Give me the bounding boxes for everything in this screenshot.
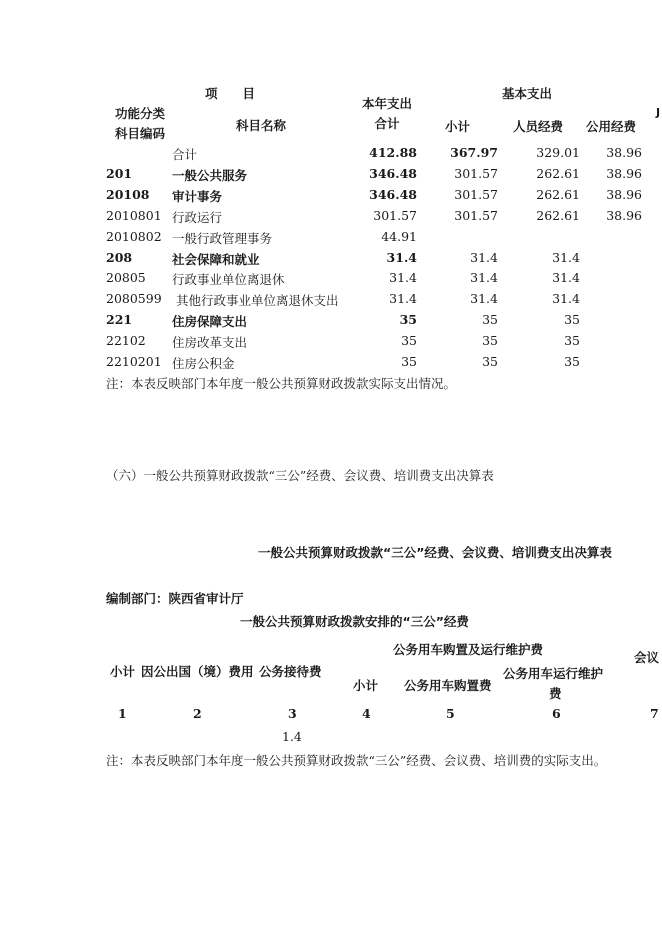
table2-title: 一般公共预算财政拨款“三公”经费、会议费、培训费支出决算表 xyxy=(258,545,612,560)
cell-personnel: 31.4 xyxy=(552,291,580,307)
cell-personnel: 262.61 xyxy=(536,186,580,202)
col-number-3: 3 xyxy=(288,706,297,721)
cell-subtotal: 31.4 xyxy=(470,249,498,265)
cell-total: 35 xyxy=(399,312,417,328)
department-label: 编制部门：陕西省审计厅 xyxy=(106,591,244,606)
cell-personnel: 35 xyxy=(564,312,580,328)
header-personnel: 人员经费 xyxy=(513,119,564,134)
meeting-header: 会议 xyxy=(634,650,660,665)
cell-code: 20108 xyxy=(106,186,150,202)
cell-subtotal: 35 xyxy=(482,312,498,328)
header-public: 公用经费 xyxy=(586,119,637,134)
cell-subtotal: 301.57 xyxy=(454,207,498,223)
cell-public: 38.96 xyxy=(606,145,642,160)
table1-note: 注：本表反映部门本年度一般公共预算财政拨款实际支出情况。 xyxy=(106,376,457,391)
cell-name: 一般公共服务 xyxy=(172,167,248,183)
table-row xyxy=(0,354,662,375)
vehicle-header: 公务用车购置及运行维护费 xyxy=(393,642,544,657)
col-vehicle-maint-cont: 费 xyxy=(549,686,562,701)
table-row xyxy=(0,229,662,250)
col-vehicle-subtotal: 小计 xyxy=(353,678,379,693)
cell-public: 38.96 xyxy=(606,207,642,223)
cell-subtotal: 31.4 xyxy=(470,270,498,286)
header-total: 本年支出 合计 xyxy=(361,96,412,131)
header-cut-column: J xyxy=(656,106,661,119)
cell-personnel: 31.4 xyxy=(552,249,580,265)
col-vehicle-purchase: 公务用车购置费 xyxy=(404,678,492,693)
cell-subtotal: 31.4 xyxy=(470,291,498,307)
col-number-6: 6 xyxy=(552,706,561,721)
cell-name: 住房保障支出 xyxy=(172,314,248,330)
cell-total: 346.48 xyxy=(369,186,417,202)
cell-code: 22102 xyxy=(106,333,146,349)
cell-total: 412.88 xyxy=(369,145,417,160)
cell-code: 2210201 xyxy=(106,354,162,369)
table-row xyxy=(0,291,662,312)
table-row xyxy=(0,312,662,333)
cell-subtotal: 367.97 xyxy=(450,145,498,160)
cell-code: 2010801 xyxy=(106,207,162,223)
table-row xyxy=(0,166,662,187)
cell-name: 住房公积金 xyxy=(172,356,235,371)
cell-personnel: 35 xyxy=(564,333,580,349)
cell-personnel: 35 xyxy=(564,354,580,369)
col-abroad: 因公出国（境）费用 xyxy=(141,664,254,679)
col-number-5: 5 xyxy=(446,706,455,721)
cell-personnel: 31.4 xyxy=(552,270,580,286)
header-subtotal: 小计 xyxy=(445,119,471,134)
cell-code: 201 xyxy=(106,165,133,181)
table2-note: 注：本表反映部门本年度一般公共预算财政拨款“三公”经费、会议费、培训费的实际支出。 xyxy=(106,753,607,768)
cell-subtotal: 301.57 xyxy=(454,165,498,181)
cell-subtotal: 301.57 xyxy=(454,186,498,202)
cell-total: 35 xyxy=(401,354,417,369)
cell-total: 31.4 xyxy=(389,291,417,307)
three-public-header: 一般公共预算财政拨款安排的“三公”经费 xyxy=(240,614,469,629)
cell-personnel: 262.61 xyxy=(536,207,580,223)
col-number-1: 1 xyxy=(118,706,127,721)
table-row xyxy=(0,187,662,208)
cell-code: 2080599 xyxy=(106,291,162,307)
header-func-code: 功能分类 科目编码 xyxy=(114,106,165,141)
cell-name: 其他行政事业单位离退休支出 xyxy=(172,293,339,309)
cell-name: 行政事业单位离退休 xyxy=(172,272,285,288)
cell-public: 38.96 xyxy=(606,186,642,202)
col-vehicle-maint: 公务用车运行维护 xyxy=(503,666,604,681)
col-number-2: 2 xyxy=(193,706,202,721)
cell-subtotal: 35 xyxy=(482,354,498,369)
cell-personnel: 329.01 xyxy=(536,145,580,160)
cell-code: 221 xyxy=(106,312,133,328)
header-basic: 基本支出 xyxy=(502,86,553,101)
cell-subtotal: 35 xyxy=(482,333,498,349)
table-row xyxy=(0,145,662,166)
cell-name: 合计 xyxy=(172,147,198,162)
cell-code: 2010802 xyxy=(106,228,162,244)
header-item: 项 目 xyxy=(205,86,256,101)
cell-code: 208 xyxy=(106,249,133,265)
header-subject-name: 科目名称 xyxy=(236,118,287,133)
cell-total: 44.91 xyxy=(381,228,417,244)
cell-total: 346.48 xyxy=(369,165,417,181)
cell-name: 住房改革支出 xyxy=(172,335,248,351)
table-row xyxy=(0,333,662,354)
table-row xyxy=(0,208,662,229)
col-reception: 公务接待费 xyxy=(259,664,322,679)
cell-name: 审计事务 xyxy=(172,188,223,204)
col-number-4: 4 xyxy=(362,706,371,721)
reception-value: 1.4 xyxy=(282,729,302,744)
cell-code: 20805 xyxy=(106,270,146,286)
table-row xyxy=(0,270,662,291)
table-row xyxy=(0,250,662,271)
cell-name: 一般行政管理事务 xyxy=(172,230,273,246)
cell-personnel: 262.61 xyxy=(536,165,580,181)
cell-total: 31.4 xyxy=(386,249,417,265)
cell-total: 35 xyxy=(401,333,417,349)
col-number-7: 7 xyxy=(650,706,659,721)
cell-total: 301.57 xyxy=(373,207,417,223)
col-subtotal: 小计 xyxy=(110,664,136,679)
cell-total: 31.4 xyxy=(389,270,417,286)
section-heading: （六）一般公共预算财政拨款“三公”经费、会议费、培训费支出决算表 xyxy=(106,468,494,483)
cell-name: 行政运行 xyxy=(172,209,223,225)
cell-public: 38.96 xyxy=(606,165,642,181)
cell-name: 社会保障和就业 xyxy=(172,251,260,267)
